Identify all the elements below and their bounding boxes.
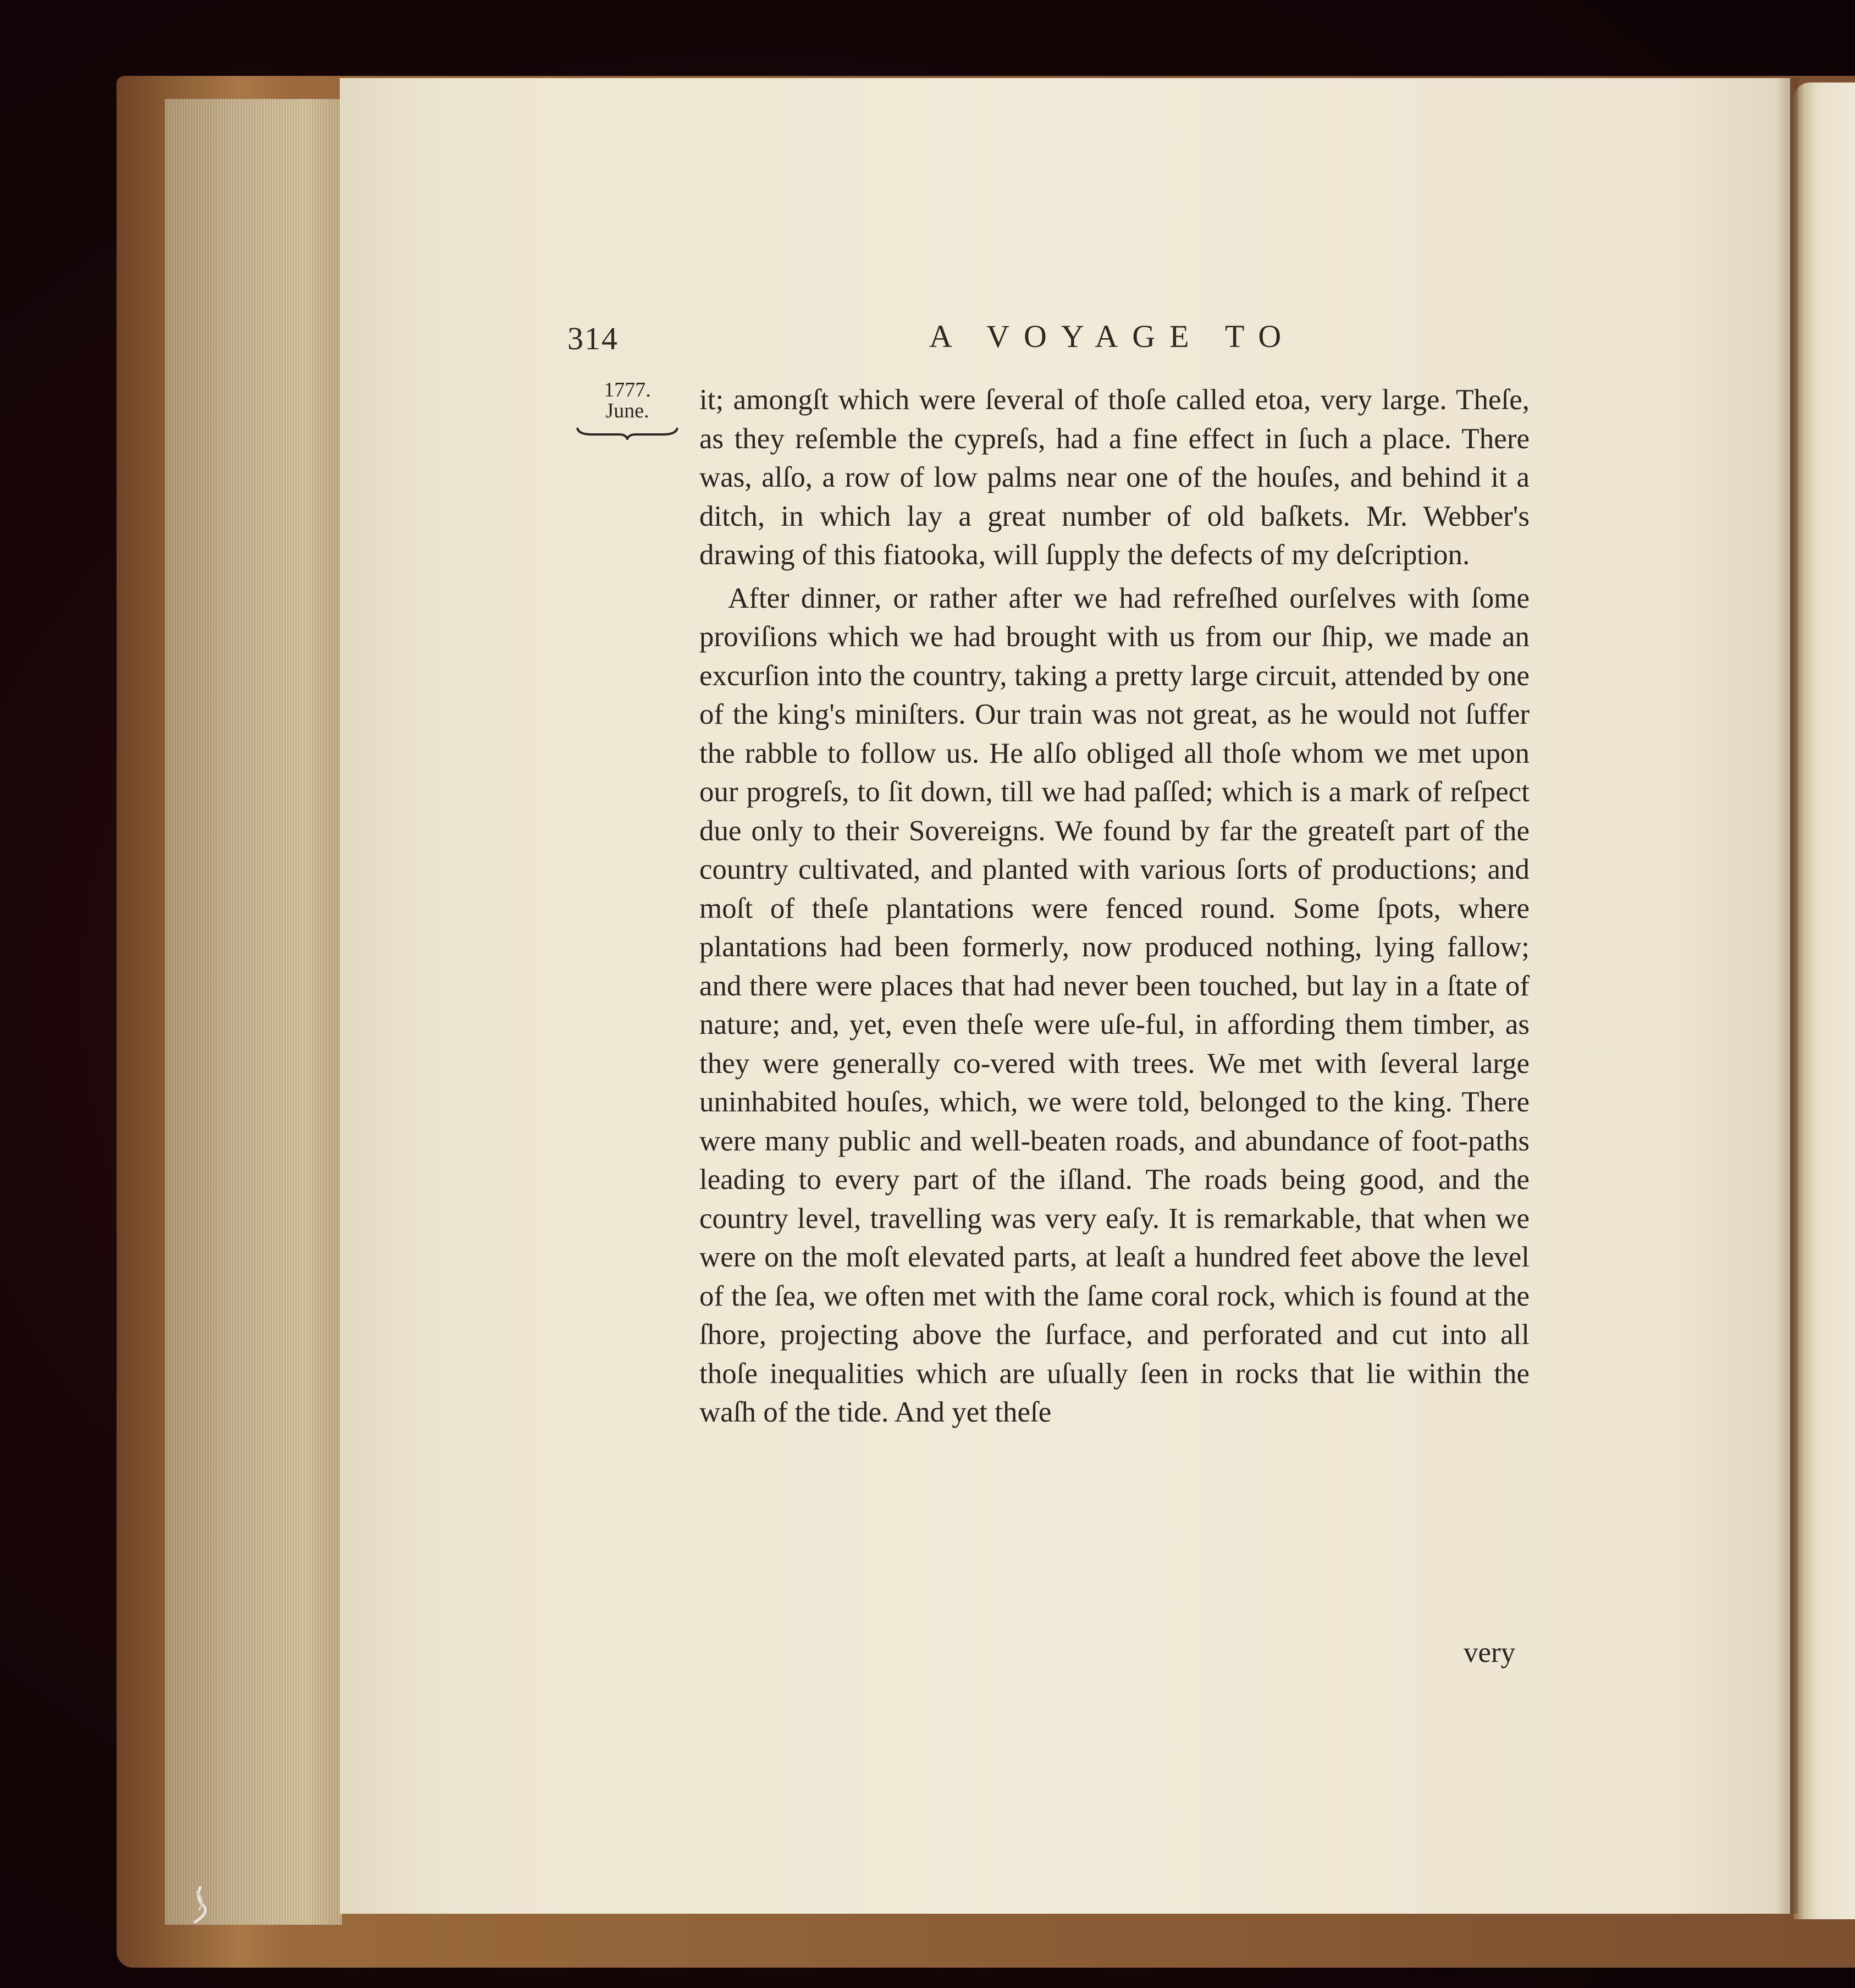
- paragraph-2: After dinner, or rather after we had refreſhed ourſelves with ſome proviſions which we had brought with us from our ſhip, we made an excurſion into the country, taking a pretty large circuit, attended by one of the king's miniſters. Our train was not great, as he would not ſuffer the rabble to follow us. He alſo obliged all thoſe whom we met upon our progreſs, to ſit down, till we had paſſed; which is a mark of reſpect due only to their Sovereigns. We found by far the greateſt part of the country cultivated, and planted with various ſorts of productions; and moſt of theſe plantations were fenced round. Some ſpots, where plantations had been formerly, now produced nothing, lying fallow; and there were places that had never been touched, but lay in a ſtate of nature; and, yet, even theſe were uſe-ful, in affording them timber, as they were generally co-vered with trees. We met with ſeveral large uninhabited houſes, which, we were told, belonged to the king. There were many public and well-beaten roads, and abundance of foot-paths leading to every part of the iſland. The roads being good, and the country level, travelling was very eaſy. It is remarkable, that when we were on the moſt elevated parts, at leaſt a hundred feet above the level of the ſea, we often met with the ſame coral rock, which is found at the ſhore, projecting above the ſurface, and perforated and cut into all thoſe inequalities which are uſually ſeen in rocks that lie within the waſh of the tide. And yet theſe: [699, 582, 1530, 1428]
- page-number: 314: [567, 321, 619, 356]
- thread-icon: [184, 1886, 217, 1925]
- page-edges: [165, 99, 342, 1925]
- margin-note: [570, 379, 685, 440]
- catchword: very: [1464, 1637, 1516, 1668]
- margin-note-year: 1777.: [604, 378, 651, 401]
- body-text: [699, 381, 1530, 1432]
- brace-icon: [575, 425, 680, 440]
- facing-page-edge: [1793, 82, 1855, 1919]
- gutter-shadow: [1776, 78, 1798, 1914]
- margin-note-month: June.: [605, 399, 649, 422]
- paragraph-1: it; amongſt which were ſeveral of thoſe called etoa, very large. Theſe, as they reſemble the cypreſs, had a fine effect in ſuch a place. There was, alſo, a row of low palms near one of the houſes, and behind it a ditch, in which lay a great number of old baſkets. Mr. Webber's drawing of this fiatooka, will ſupply the defects of my deſcription.: [699, 384, 1530, 571]
- running-head: A VOYAGE TO: [929, 318, 1296, 354]
